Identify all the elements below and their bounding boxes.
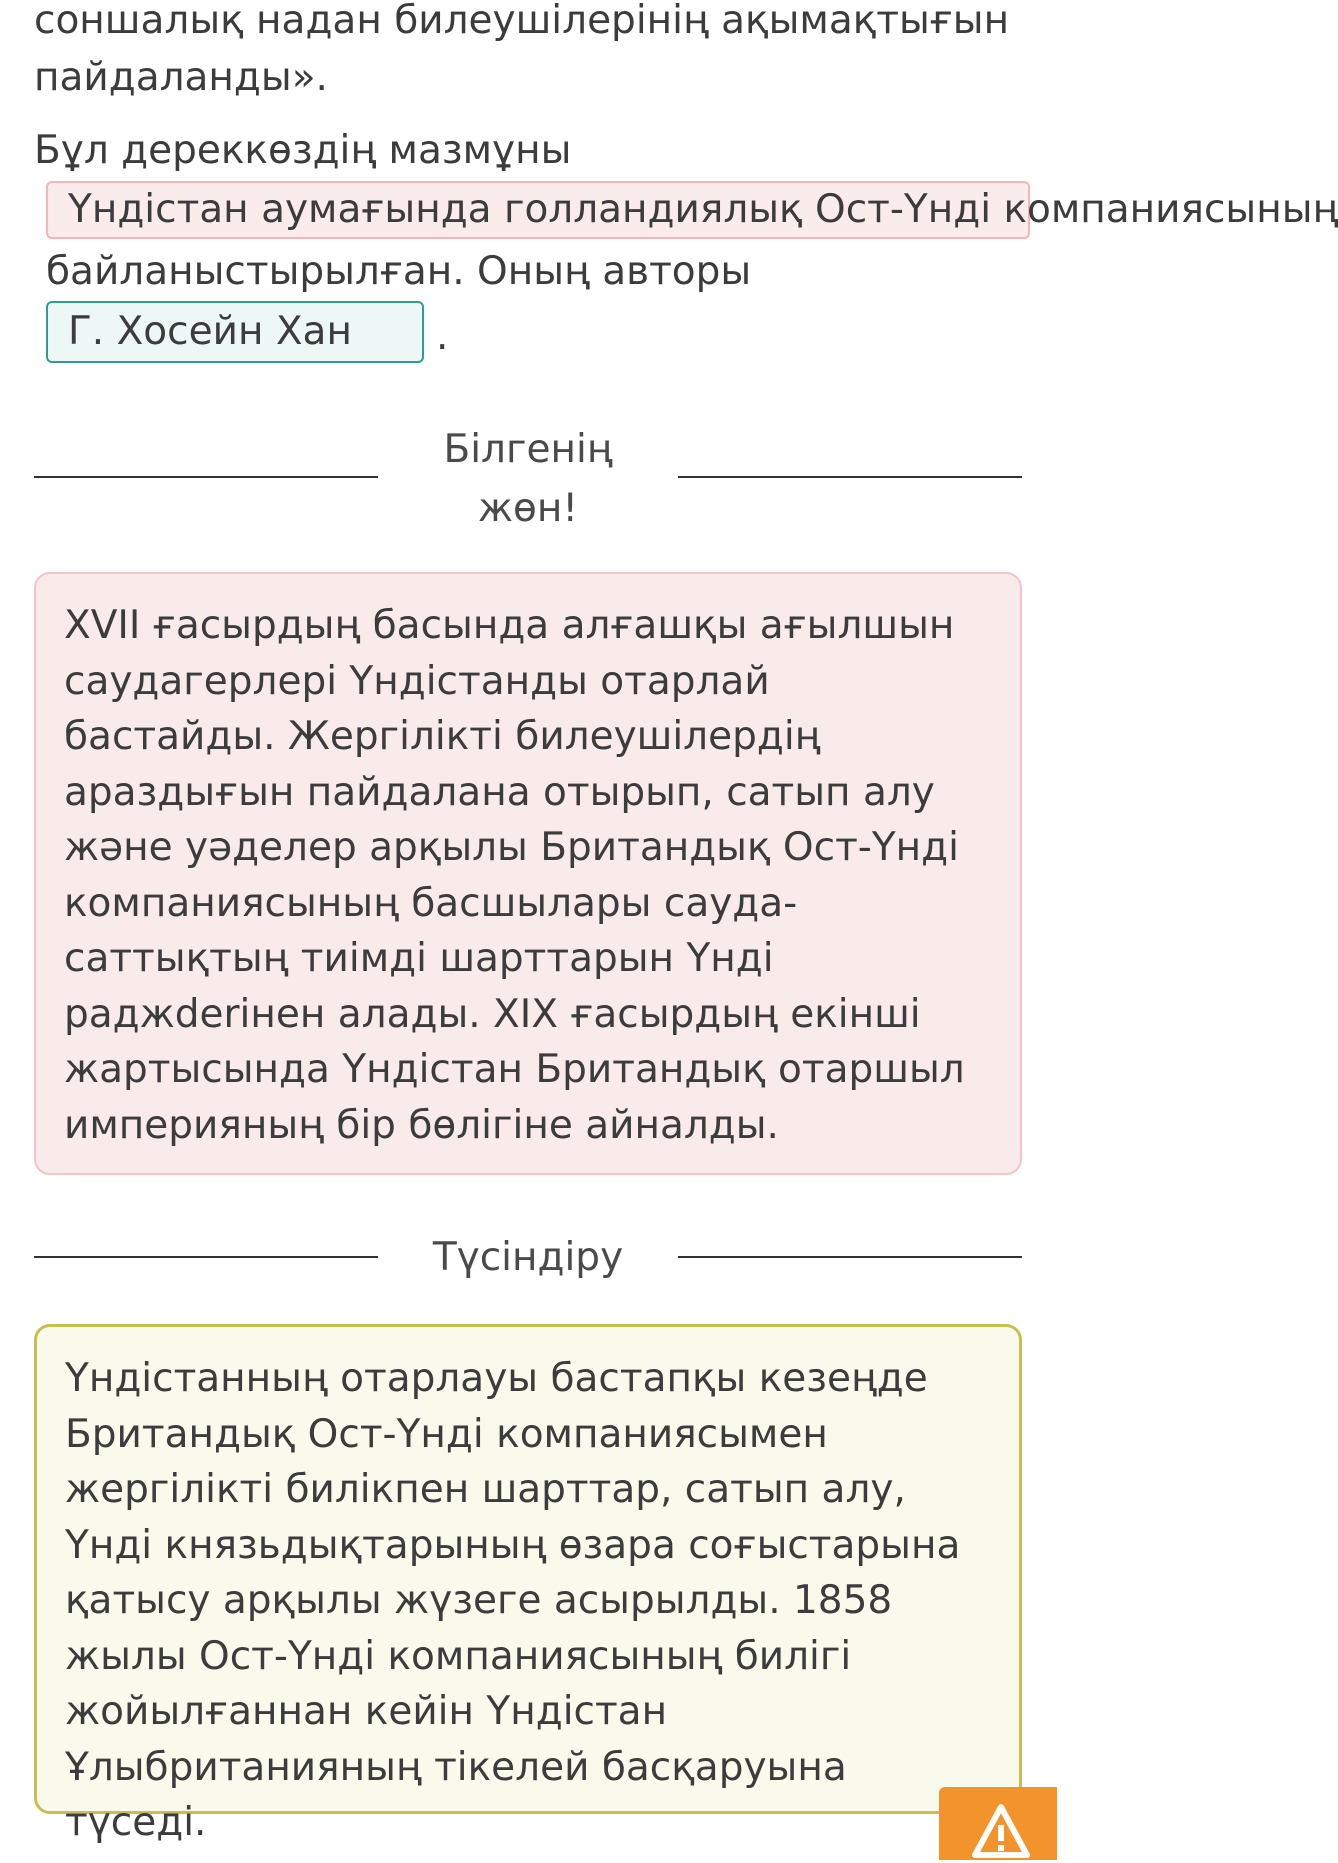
explain-divider-right bbox=[678, 1256, 1022, 1258]
question-prompt: Бұл дереккөздің мазмұны bbox=[34, 128, 572, 173]
explain-divider-left bbox=[34, 1256, 378, 1258]
know-divider-right bbox=[678, 476, 1022, 478]
question-continuation: байланыстырылған. Оның авторы bbox=[46, 249, 752, 294]
question-period: . bbox=[436, 314, 449, 359]
know-card: XVII ғасырдың басында алғашқы ағылшын саудагерлері Үндістанды отарлай бастайды. Жергілікті билеушілердің араздығын пайдалана отырып, сатып алу және уәделер арқылы Британдық Ост-Үнді компаниясының басшылары сауда-саттықтың тиімді шарттарын Үнді раджderінен алады. XIX ғасырдың екінші жартысында Үндістан Британдық отаршыл империяның бір бөлігіне айналды. bbox=[34, 572, 1022, 1175]
warning-icon bbox=[973, 1803, 1029, 1863]
question-intro-text: соншалық надан билеушілерінің ақымақтығын пайдаланды». bbox=[34, 0, 1010, 100]
selected-answer-correct: Г. Хосейн Хан bbox=[46, 301, 424, 363]
selected-answer-incorrect: Үндістан аумағында голландиялық Ост-Үнді компаниясының bbox=[46, 181, 1030, 239]
report-issue-button[interactable] bbox=[939, 1787, 1057, 1860]
explain-card: Үндістанның отарлауы бастапқы кезеңде Британдық Ост-Үнді компаниясымен жергілікті билікпен шарттар, сатып алу, Үнді князьдықтарының өзара соғыстарына қатысу арқылы жүзеге асырылды. 1858 жылы Ост-Үнді компаниясының билігі жойылғаннан кейін Үндістан Ұлыбританияның тікелей басқаруына түседі. bbox=[34, 1324, 1022, 1814]
know-divider-left bbox=[34, 476, 378, 478]
explain-section-title: Түсіндіру bbox=[432, 1235, 624, 1280]
know-section-title: Білгенің жөн! bbox=[443, 427, 613, 531]
